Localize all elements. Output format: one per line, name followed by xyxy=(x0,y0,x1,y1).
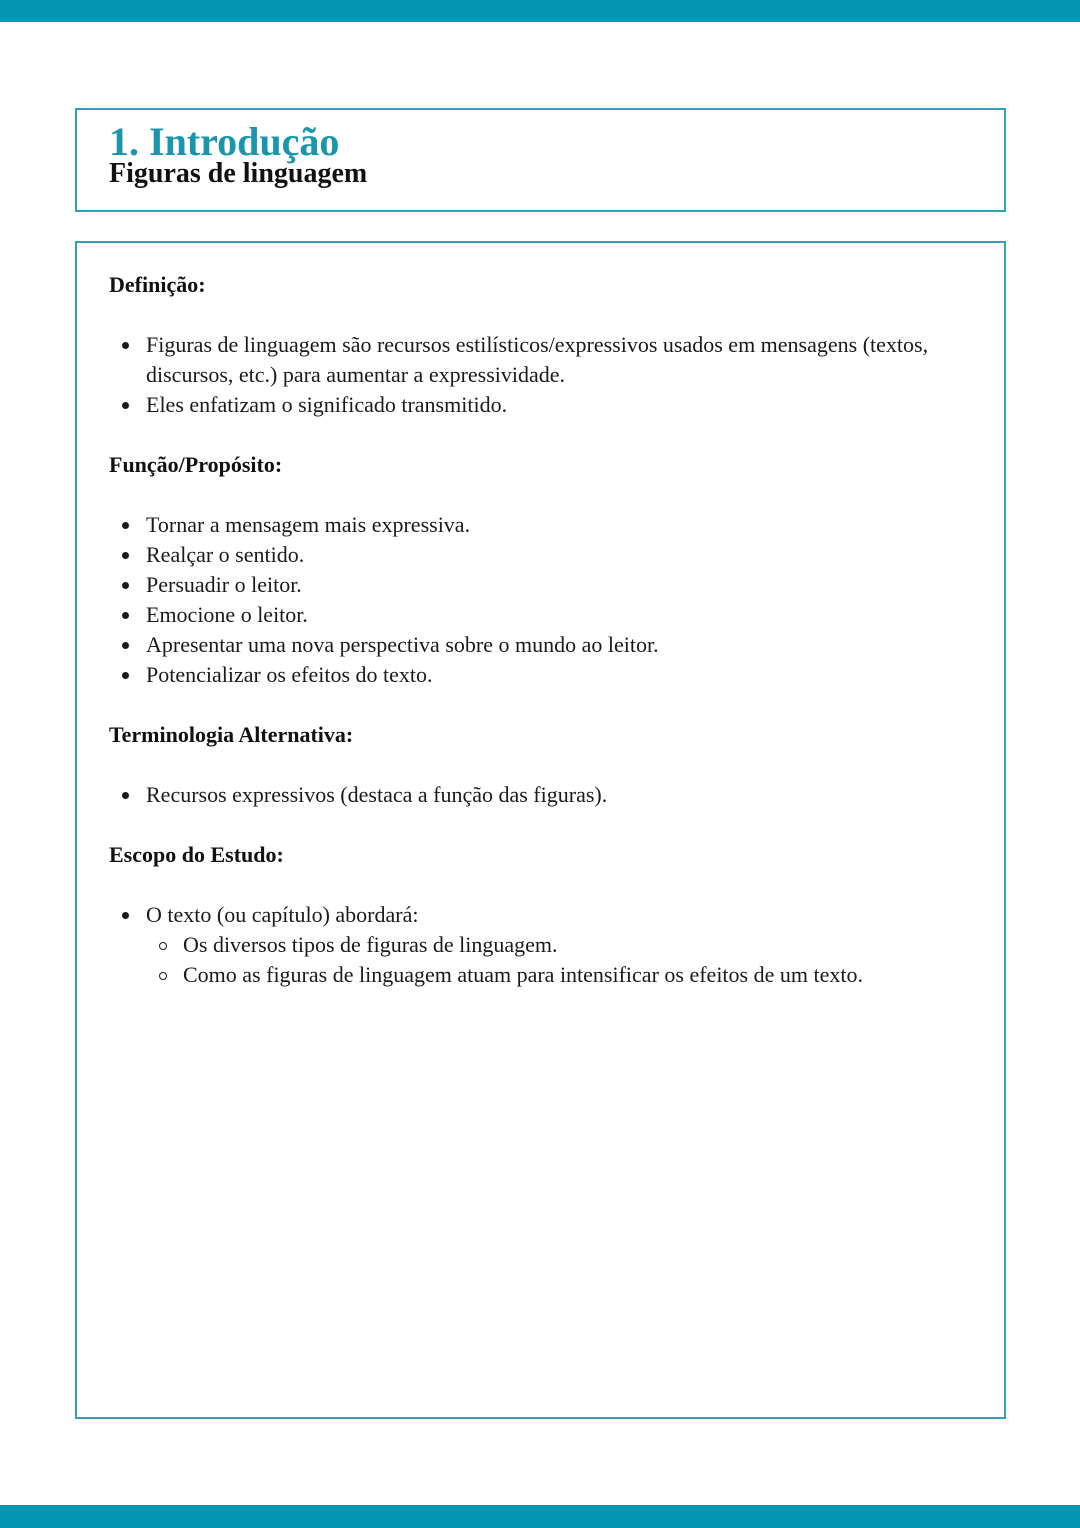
list-item: Recursos expressivos (destaca a função das figuras). xyxy=(109,780,969,810)
list-item: Persuadir o leitor. xyxy=(109,570,969,600)
sub-list-item: Como as figuras de linguagem atuam para intensificar os efeitos de um texto. xyxy=(146,960,969,990)
funcao-list xyxy=(109,510,969,690)
list-item: Apresentar uma nova perspectiva sobre o mundo ao leitor. xyxy=(109,630,969,660)
content-body xyxy=(109,270,969,1020)
bullet-icon xyxy=(122,522,129,529)
hollow-bullet-icon xyxy=(159,942,167,950)
content-box xyxy=(75,241,1006,1419)
chapter-title: 1. Introdução xyxy=(109,119,340,164)
hollow-bullet-icon xyxy=(159,972,167,980)
bottom-accent-bar xyxy=(0,1505,1080,1528)
bullet-icon xyxy=(122,582,129,589)
bullet-icon xyxy=(122,402,129,409)
section-heading-funcao: Função/Propósito: xyxy=(109,452,283,477)
top-accent-bar xyxy=(0,0,1080,22)
bullet-icon xyxy=(122,642,129,649)
list-item: Realçar o sentido. xyxy=(109,540,969,570)
chapter-header xyxy=(75,108,1006,212)
bullet-icon xyxy=(122,342,129,349)
escopo-sublist xyxy=(146,930,969,990)
chapter-subtitle: Figuras de linguagem xyxy=(109,158,368,189)
list-item: Eles enfatizam o significado transmitido. xyxy=(109,390,969,420)
list-item: Tornar a mensagem mais expressiva. xyxy=(109,510,969,540)
terminologia-list xyxy=(109,780,969,810)
section-heading-terminologia: Terminologia Alternativa: xyxy=(109,722,354,747)
bullet-icon xyxy=(122,912,129,919)
sub-list-item: Os diversos tipos de figuras de linguagem. xyxy=(146,930,969,960)
list-item: Emocione o leitor. xyxy=(109,600,969,630)
list-item: O texto (ou capítulo) abordará: Os diversos tipos de figuras de linguagem. Como as figuras de linguagem atuam para intensificar os efeitos de um texto. xyxy=(109,900,969,990)
list-item: Potencializar os efeitos do texto. xyxy=(109,660,969,690)
bullet-icon xyxy=(122,792,129,799)
section-heading-definicao: Definição: xyxy=(109,272,206,297)
list-item: Figuras de linguagem são recursos estilísticos/expressivos usados em mensagens (textos, discursos, etc.) para aumentar a expressividade. xyxy=(109,330,969,390)
section-heading-escopo: Escopo do Estudo: xyxy=(109,842,284,867)
bullet-icon xyxy=(122,612,129,619)
bullet-icon xyxy=(122,672,129,679)
escopo-list xyxy=(109,900,969,990)
definicao-list xyxy=(109,330,969,420)
bullet-icon xyxy=(122,552,129,559)
